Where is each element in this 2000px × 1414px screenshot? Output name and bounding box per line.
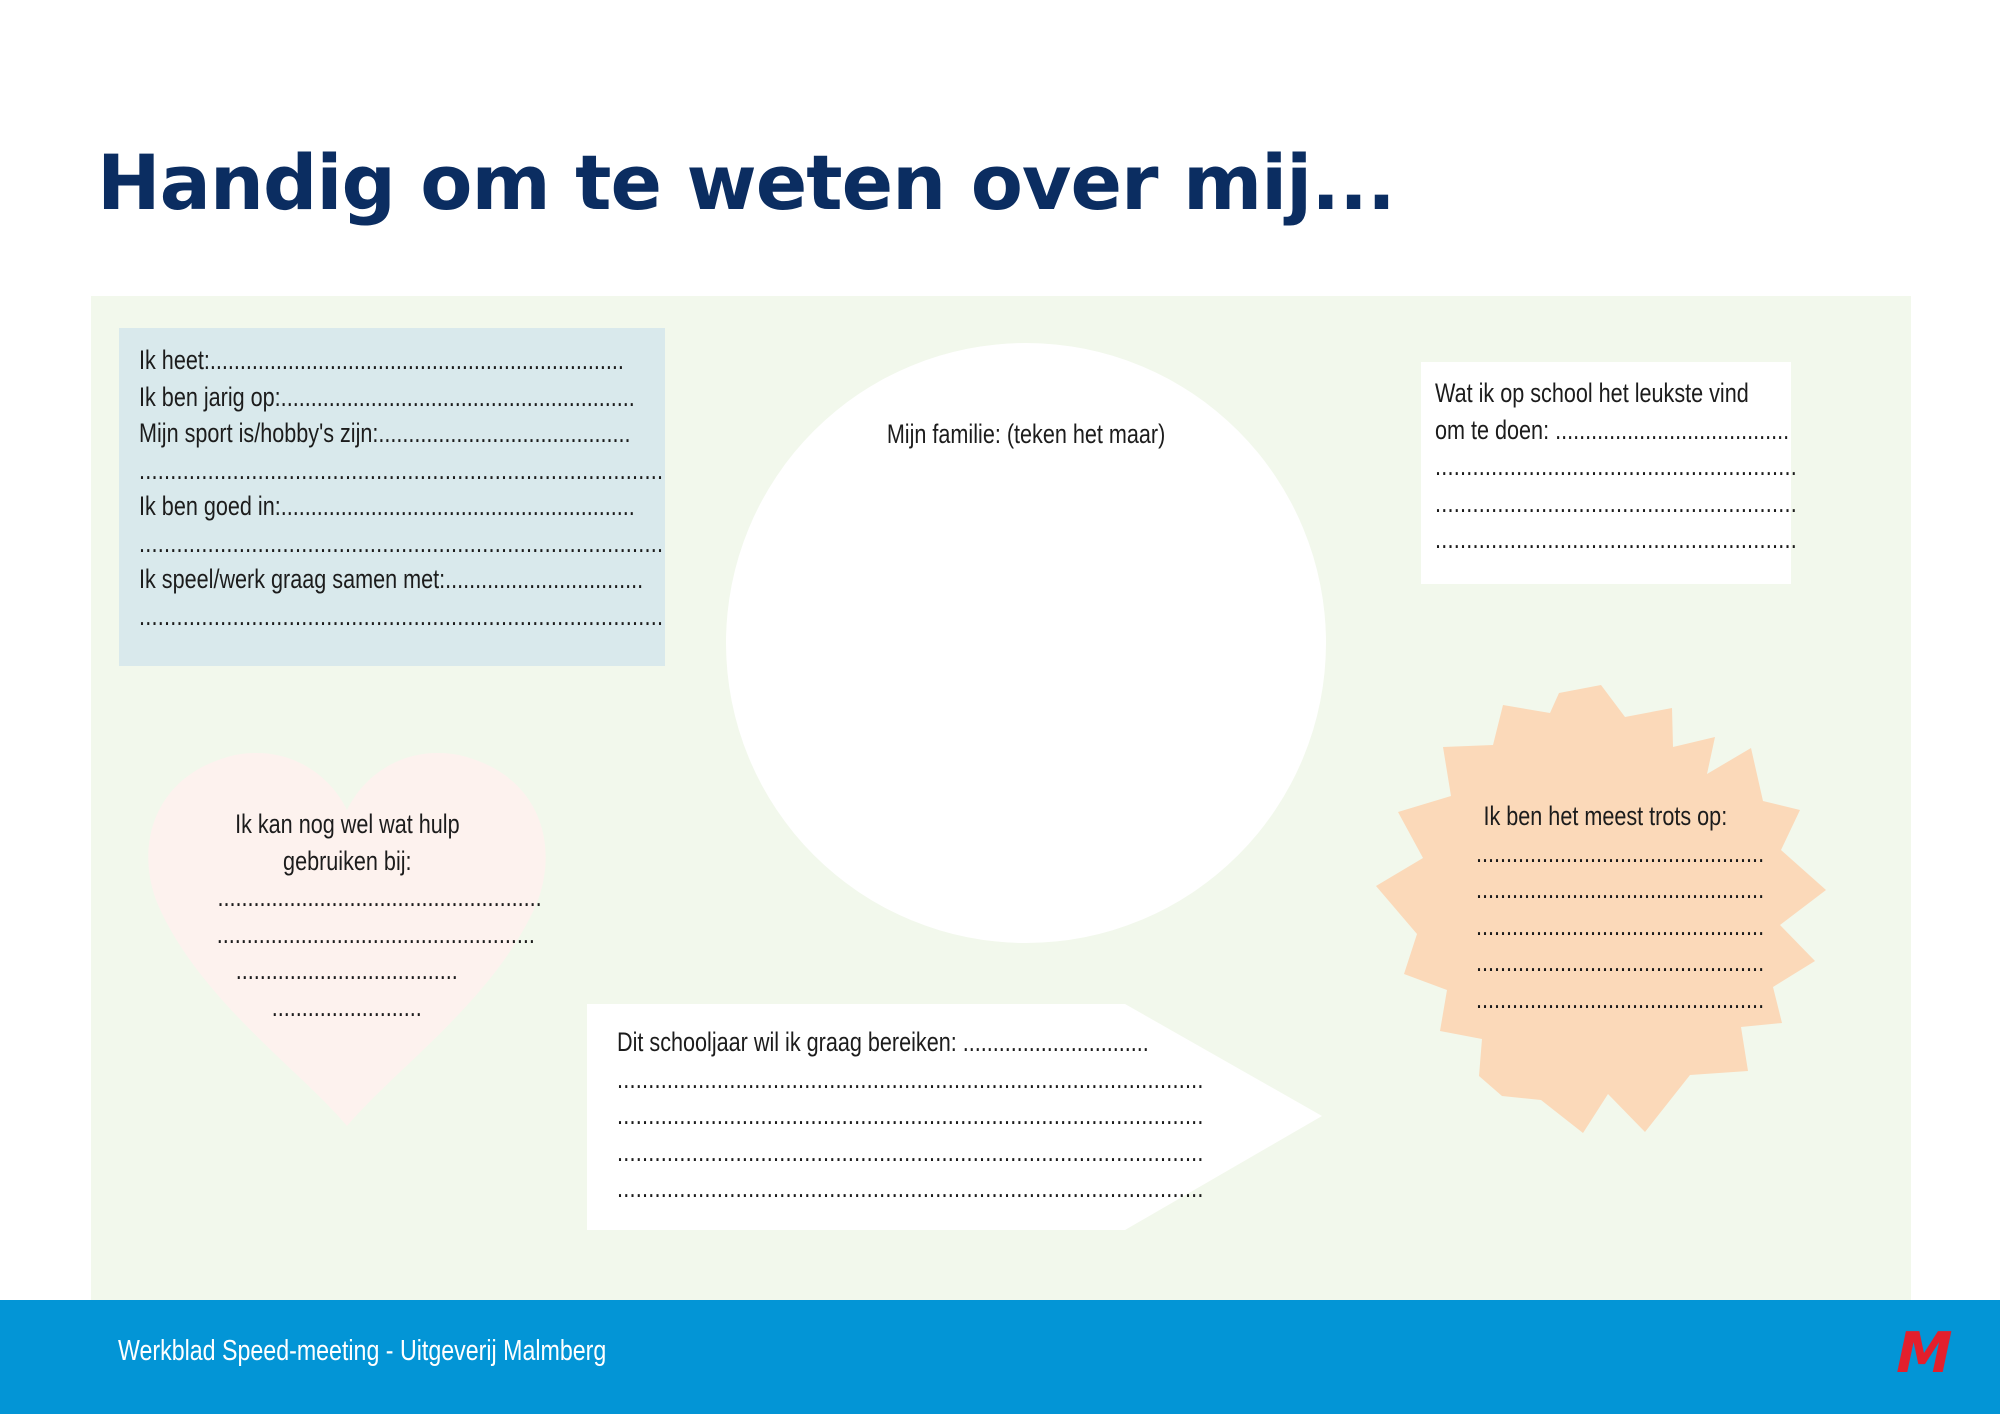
proud-question-line: Ik ben het meest trots op:: [1483, 801, 1727, 831]
school-answer-line-2[interactable]: ..........................................................: [1435, 451, 1797, 481]
work-together-line[interactable]: Ik speel/werk graag samen met:.................................: [139, 564, 644, 594]
goal-text: [617, 1024, 1204, 1207]
hobby-extra-line[interactable]: ....................................................................................: [139, 454, 664, 485]
goal-answer-line-1[interactable]: ..............................................................................................: [617, 1063, 1204, 1094]
malmberg-logo: M: [1889, 1321, 1959, 1386]
proud-answer-line-4[interactable]: ................................................: [1476, 947, 1765, 977]
good-at-extra-line[interactable]: ....................................................................................: [139, 527, 664, 558]
proud-answer-line-5[interactable]: ................................................: [1476, 983, 1765, 1014]
help-question-line-1: Ik kan nog wel wat hulp: [234, 809, 460, 839]
help-answer-line-2[interactable]: .....................................................: [216, 918, 535, 949]
name-line[interactable]: Ik heet:.....................................................................: [139, 345, 624, 375]
proud-answer-line-1[interactable]: ................................................: [1476, 837, 1765, 868]
help-text: [177, 806, 542, 1025]
help-question-line-2: gebruiken bij:: [282, 845, 412, 876]
school-answer-line-3[interactable]: ..........................................................: [1435, 487, 1797, 518]
school-answer-line-4[interactable]: ..........................................................: [1435, 524, 1797, 554]
family-label: Mijn familie: (teken het maar): [886, 419, 1166, 449]
help-answer-line-4[interactable]: .........................: [271, 991, 423, 1022]
goal-answer-line-2[interactable]: ..............................................................................................: [617, 1100, 1204, 1130]
work-together-extra-line[interactable]: ....................................................................................: [139, 600, 664, 631]
school-question-line: Wat ik op school het leukste vind: [1435, 378, 1749, 408]
help-answer-line-1[interactable]: ......................................................: [217, 882, 542, 912]
hobby-line[interactable]: Mijn sport is/hobby's zijn:..........................................: [139, 418, 631, 448]
proud-answer-line-2[interactable]: ................................................: [1476, 874, 1765, 904]
page-title: Handig om te weten over mij...: [97, 138, 1395, 227]
school-answer-line[interactable]: om te doen: .......................................: [1435, 414, 1790, 445]
proud-answer-line-3[interactable]: ................................................: [1476, 910, 1765, 941]
goal-answer-line-3[interactable]: ..............................................................................................: [617, 1136, 1204, 1167]
birthday-line[interactable]: Ik ben jarig op:...........................................................: [139, 381, 635, 412]
goal-answer-line-4[interactable]: ..............................................................................................: [617, 1173, 1204, 1203]
goal-question-line[interactable]: Dit schooljaar wil ik graag bereiken: ...............................: [617, 1027, 1149, 1057]
good-at-line[interactable]: Ik ben goed in:...........................................................: [139, 491, 635, 521]
help-answer-line-3[interactable]: .....................................: [235, 955, 459, 985]
footer-text: Werkblad Speed-meeting - Uitgeverij Malmberg: [118, 1335, 607, 1367]
proud-text: [1440, 798, 1770, 1017]
